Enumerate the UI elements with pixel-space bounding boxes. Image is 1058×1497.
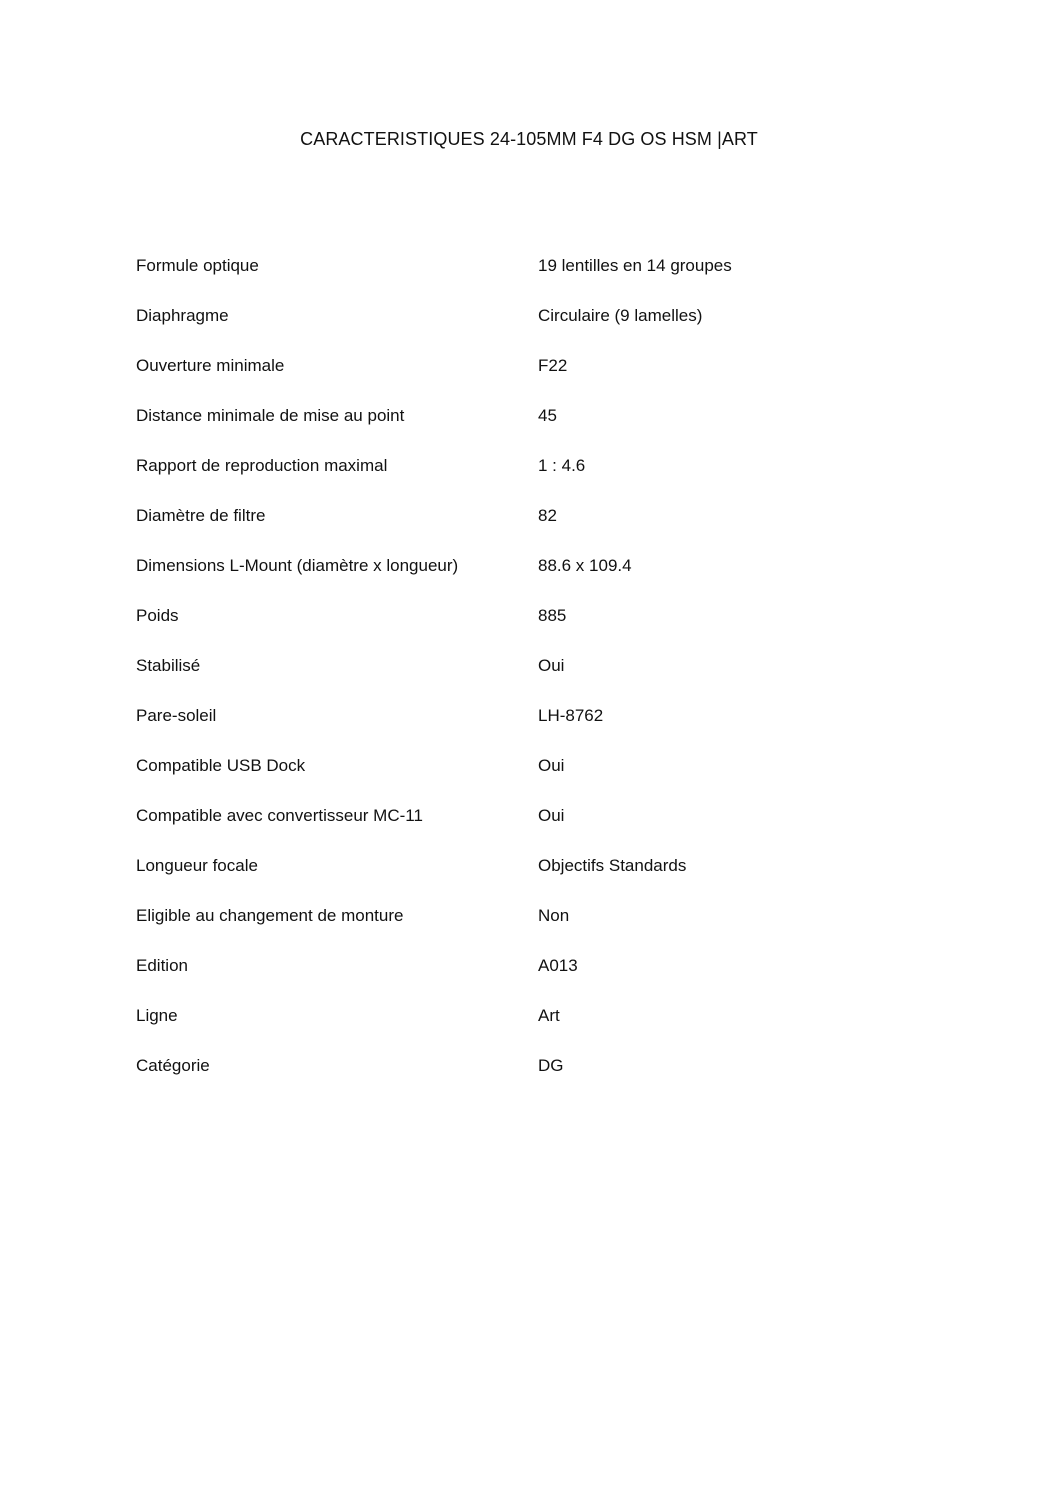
spec-row [136, 1054, 836, 1104]
specifications-table [136, 254, 836, 1104]
document-title: CARACTERISTIQUES 24-105MM F4 DG OS HSM |ART [300, 129, 758, 149]
spec-label: Stabilisé [136, 656, 201, 675]
spec-value: Circulaire (9 lamelles) [538, 306, 703, 325]
spec-label: Diamètre de filtre [136, 506, 266, 525]
spec-value: Oui [538, 656, 565, 675]
spec-value: 82 [538, 506, 557, 525]
spec-value: 88.6 x 109.4 [538, 556, 632, 575]
spec-row [136, 254, 836, 304]
spec-value: 19 lentilles en 14 groupes [538, 256, 732, 275]
spec-row [136, 454, 836, 504]
spec-label: Ouverture minimale [136, 356, 285, 375]
spec-value: F22 [538, 356, 568, 375]
spec-value: 1 : 4.6 [538, 456, 586, 475]
spec-label: Catégorie [136, 1056, 210, 1075]
spec-value: Oui [538, 756, 565, 775]
spec-value: A013 [538, 956, 578, 975]
spec-row [136, 654, 836, 704]
spec-value: DG [538, 1056, 564, 1075]
spec-label: Distance minimale de mise au point [136, 406, 405, 425]
spec-row [136, 354, 836, 404]
spec-value: 45 [538, 406, 557, 425]
spec-row [136, 954, 836, 1004]
spec-label: Rapport de reproduction maximal [136, 456, 388, 475]
spec-value: Oui [538, 806, 565, 825]
spec-row [136, 804, 836, 854]
spec-row [136, 304, 836, 354]
spec-label: Ligne [136, 1006, 178, 1025]
spec-label: Diaphragme [136, 306, 229, 325]
spec-value: Objectifs Standards [538, 856, 687, 875]
spec-row [136, 704, 836, 754]
spec-label: Compatible avec convertisseur MC-11 [136, 806, 423, 825]
spec-label: Longueur focale [136, 856, 258, 875]
spec-row [136, 554, 836, 604]
spec-row [136, 854, 836, 904]
spec-row [136, 904, 836, 954]
spec-value: 885 [538, 606, 567, 625]
spec-row [136, 604, 836, 654]
spec-label: Dimensions L-Mount (diamètre x longueur) [136, 556, 459, 575]
spec-value: Non [538, 906, 570, 925]
spec-label: Edition [136, 956, 188, 975]
spec-label: Compatible USB Dock [136, 756, 306, 775]
spec-label: Pare-soleil [136, 706, 217, 725]
spec-row [136, 754, 836, 804]
spec-value: LH-8762 [538, 706, 604, 725]
spec-value: Art [538, 1006, 560, 1025]
spec-label: Formule optique [136, 256, 259, 275]
spec-label: Eligible au changement de monture [136, 906, 404, 925]
spec-row [136, 1004, 836, 1054]
spec-row [136, 404, 836, 454]
spec-row [136, 504, 836, 554]
spec-label: Poids [136, 606, 179, 625]
